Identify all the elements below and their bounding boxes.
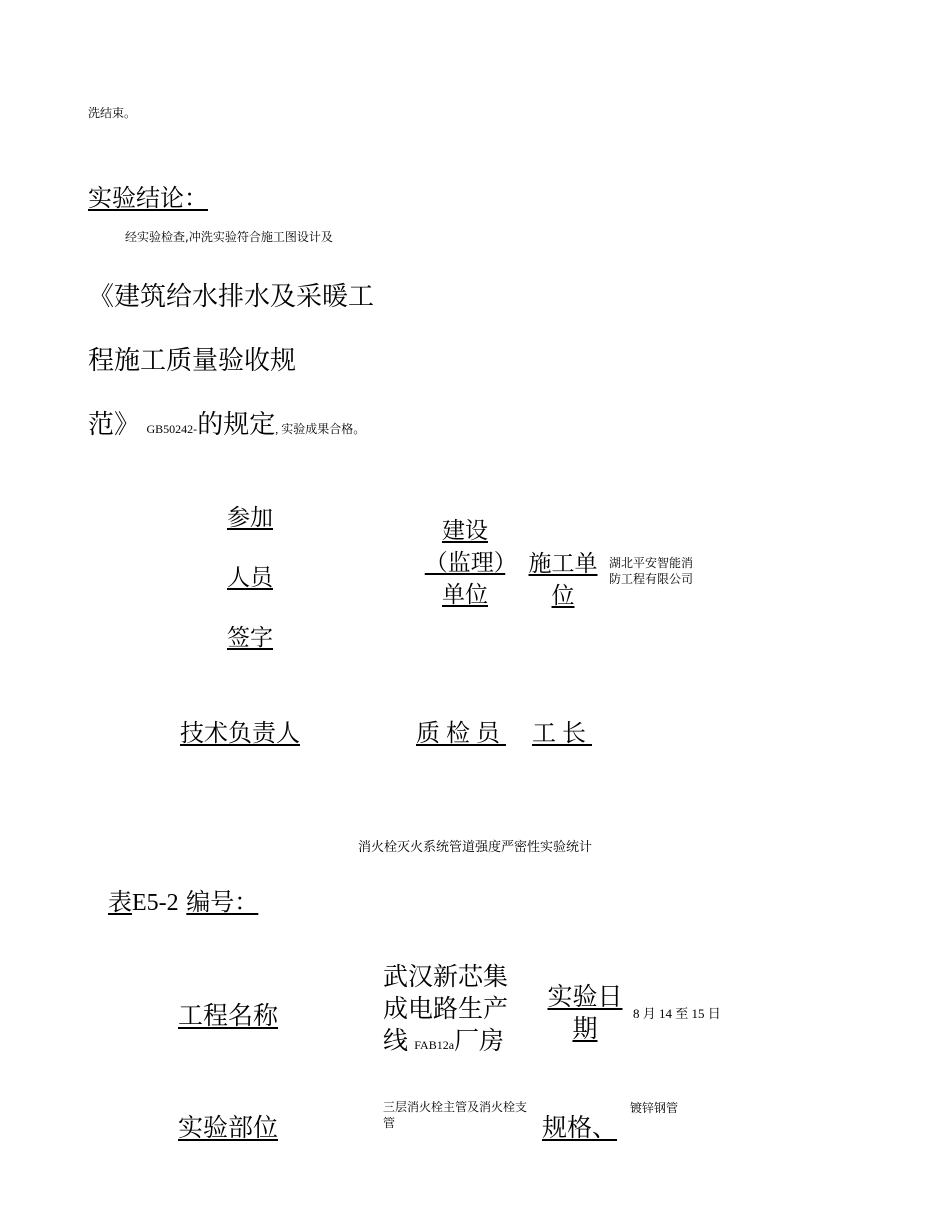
participants-label-line: 人员: [227, 565, 273, 591]
spec-label: 规格、: [542, 1113, 618, 1142]
standard-code: GB50242-: [146, 422, 198, 436]
project-name-text-b: 厂房: [454, 1028, 505, 1055]
test-date-label: 实验日期: [547, 982, 623, 1043]
test-date-value: 8 月 14 至 15 日: [633, 1006, 721, 1021]
standard-line-1: 《建筑给水排水及采暖工: [88, 282, 375, 311]
project-name-text: 武汉新芯集成电路生产线: [383, 964, 509, 1055]
form-number: [108, 882, 258, 917]
project-name-value: [383, 962, 528, 1061]
standard-text-b: 的规定: [197, 410, 276, 439]
form-number-prefix: 表: [108, 888, 132, 916]
contractor-name: 湖北平安智能消防工程有限公司: [609, 556, 694, 586]
table-title: 消火栓灭火系统管道强度严密性实验统计: [357, 840, 592, 855]
form-number-code: E5-2: [132, 890, 179, 916]
project-name-label: 工程名称: [178, 1001, 279, 1030]
participants-label-line: 签字: [227, 625, 273, 651]
conclusion-body: 经实验检查,冲洗实验符合施工图设计及: [125, 230, 333, 244]
standard-line-2: 程施工质量验收规: [88, 346, 297, 375]
conclusion-result: , 实验成果合格。: [275, 422, 366, 436]
qc-inspector-label: 质检员: [416, 719, 506, 747]
foreman-label: 工长: [532, 719, 592, 747]
participants-label: [205, 502, 295, 682]
conclusion-heading: 实验结论：: [88, 184, 208, 212]
body-text-fragment: 洗结束。: [88, 106, 137, 120]
standard-text: 范》: [88, 410, 141, 439]
participants-label-line: 参加: [227, 505, 273, 531]
form-number-label: 编号：: [186, 888, 259, 916]
project-name-code: FAB12a: [414, 1038, 455, 1052]
test-part-value: 三层消火栓主管及消火栓支管: [383, 1100, 528, 1130]
test-part-label: 实验部位: [178, 1113, 279, 1142]
spec-value: 镀锌钢管: [630, 1101, 679, 1115]
standard-line-3: [88, 404, 365, 441]
tech-lead-label: 技术负责人: [180, 719, 300, 747]
contractor-unit-label: 施工单位: [528, 551, 598, 609]
construction-unit-label: 建设（监理）单位: [424, 518, 506, 608]
